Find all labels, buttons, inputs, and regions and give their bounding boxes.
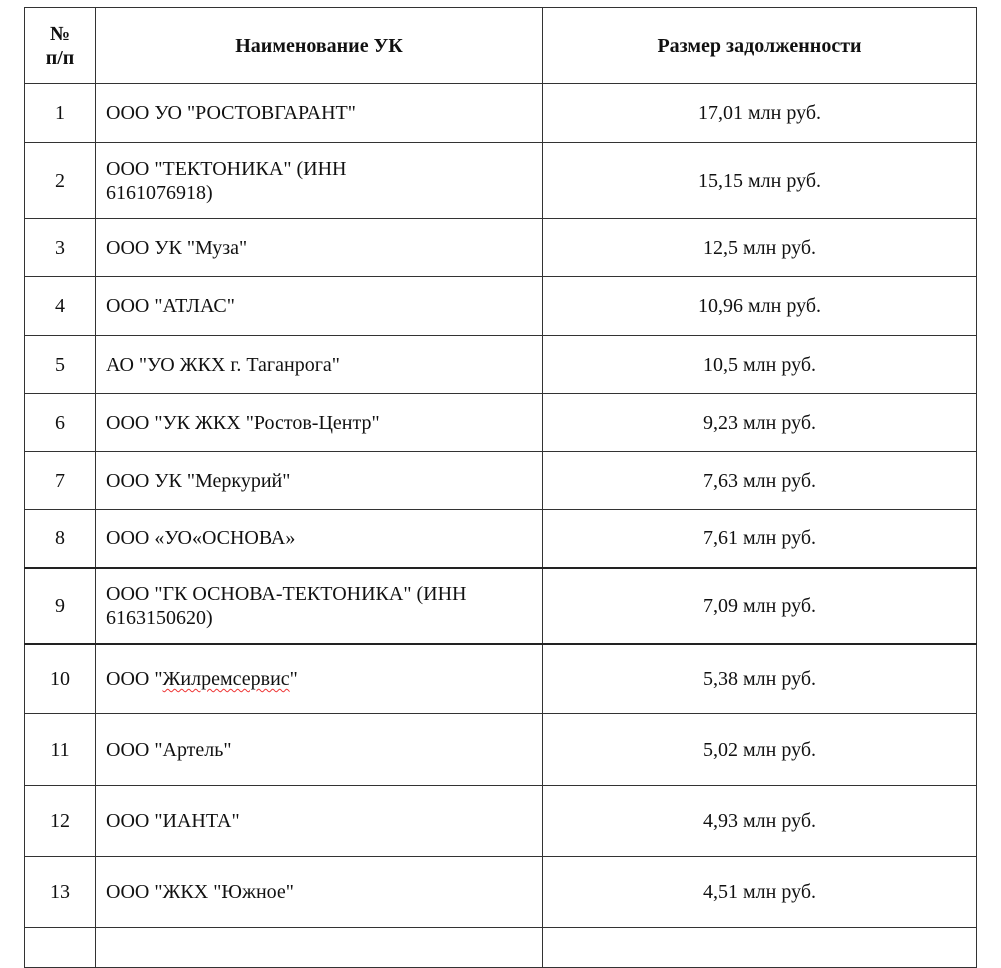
row-num: 13 xyxy=(25,857,96,928)
row-debt: 10,5 млн руб. xyxy=(543,336,977,394)
row-num: 9 xyxy=(25,568,96,644)
row-num: 3 xyxy=(25,219,96,277)
name-suffix: " xyxy=(289,667,298,690)
table-row xyxy=(25,143,977,219)
row-name: ООО УК "Меркурий" xyxy=(96,452,543,510)
row-debt: 4,93 млн руб. xyxy=(543,786,977,857)
row-num: 8 xyxy=(25,510,96,568)
row-debt: 15,15 млн руб. xyxy=(543,143,977,219)
row-debt: 7,63 млн руб. xyxy=(543,452,977,510)
header-num: № п/п xyxy=(25,8,96,84)
row-name: ООО "АТЛАС" xyxy=(96,277,543,336)
row-num: 7 xyxy=(25,452,96,510)
table-row xyxy=(25,219,977,277)
debt-table xyxy=(24,7,977,968)
table-row xyxy=(25,336,977,394)
row-debt: 17,01 млн руб. xyxy=(543,84,977,143)
header-debt: Размер задолженности xyxy=(543,8,977,84)
table-row xyxy=(25,394,977,452)
row-name xyxy=(96,644,543,714)
row-debt: 7,61 млн руб. xyxy=(543,510,977,568)
row-name: ООО "УК ЖКХ "Ростов-Центр" xyxy=(96,394,543,452)
name-prefix: ООО " xyxy=(106,667,163,690)
row-num: 2 xyxy=(25,143,96,219)
table-row xyxy=(25,857,977,928)
row-debt: 5,02 млн руб. xyxy=(543,714,977,786)
table-row xyxy=(25,452,977,510)
row-name: ООО "ИАНТА" xyxy=(96,786,543,857)
row-name: ООО УО "РОСТОВГАРАНТ" xyxy=(96,84,543,143)
row-num: 4 xyxy=(25,277,96,336)
row-debt: 7,09 млн руб. xyxy=(543,568,977,644)
header-row xyxy=(25,8,977,84)
row-debt: 10,96 млн руб. xyxy=(543,277,977,336)
table-row xyxy=(25,786,977,857)
row-num: 6 xyxy=(25,394,96,452)
table-row xyxy=(25,84,977,143)
row-num: 10 xyxy=(25,644,96,714)
row-num: 5 xyxy=(25,336,96,394)
row-debt: 9,23 млн руб. xyxy=(543,394,977,452)
row-name: ООО «УО«ОСНОВА» xyxy=(96,510,543,568)
table-row xyxy=(25,714,977,786)
row-name: ООО УК "Муза" xyxy=(96,219,543,277)
table-row xyxy=(25,277,977,336)
table-row xyxy=(25,568,977,644)
row-name: ООО "ТЕКТОНИКА" (ИНН 6161076918) xyxy=(96,143,543,219)
table-row xyxy=(25,510,977,568)
row-name: АО "УО ЖКХ г. Таганрога" xyxy=(96,336,543,394)
row-name: ООО "ГК ОСНОВА-ТЕКТОНИКА" (ИНН 6163150620) xyxy=(96,568,543,644)
row-num: 11 xyxy=(25,714,96,786)
spellcheck-word: Жилремсервис xyxy=(162,667,290,690)
table-row xyxy=(25,644,977,714)
row-debt: 5,38 млн руб. xyxy=(543,644,977,714)
row-name: ООО "Артель" xyxy=(96,714,543,786)
row-debt: 12,5 млн руб. xyxy=(543,219,977,277)
row-num: 12 xyxy=(25,786,96,857)
row-debt: 4,51 млн руб. xyxy=(543,857,977,928)
header-name: Наименование УК xyxy=(96,8,543,84)
row-name: ООО "ЖКХ "Южное" xyxy=(96,857,543,928)
row-num: 1 xyxy=(25,84,96,143)
